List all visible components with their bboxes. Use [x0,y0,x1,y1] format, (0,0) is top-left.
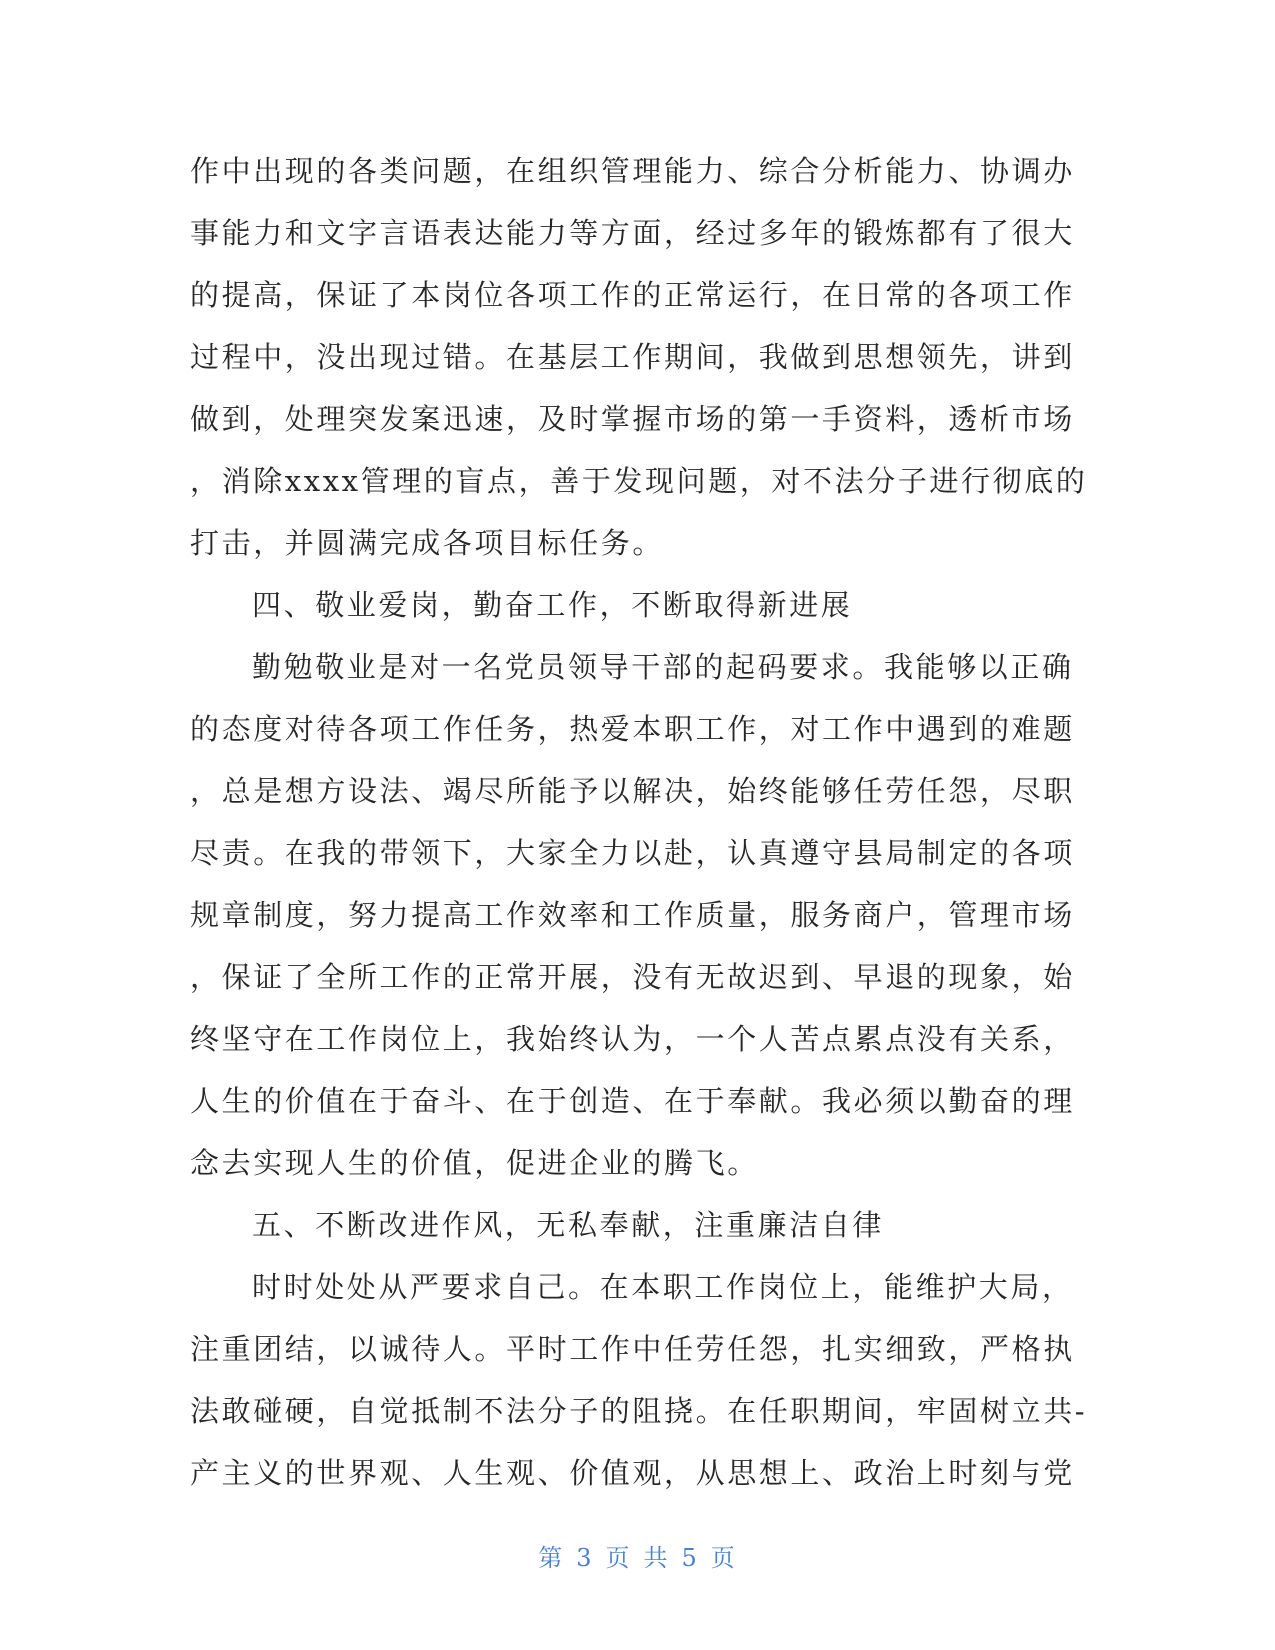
text-line: 规章制度，努力提高工作效率和工作质量，服务商户，管理市场 [190,898,1075,932]
text-line: 过程中，没出现过错。在基层工作期间，我做到思想领先，讲到 [190,340,1075,374]
text-line: 时时处处从严要求自己。在本职工作岗位上，能维护大局， [252,1270,1074,1304]
text-line: 勤勉敬业是对一名党员领导干部的起码要求。我能够以正确 [252,650,1074,684]
text-line: ，总是想方设法、竭尽所能予以解决，始终能够任劳任怨，尽职 [190,774,1075,808]
text-line: 法敢碰硬，自觉抵制不法分子的阻挠。在任职期间，牢固树立共- [190,1394,1088,1428]
text-line: 打击，并圆满完成各项目标任务。 [190,526,665,560]
text-line: ，消除xxxx管理的盲点，善于发现问题，对不法分子进行彻底的 [190,464,1088,498]
footer-prefix: 第 [538,1544,565,1572]
text-line: 产主义的世界观、人生观、价值观，从思想上、政治上时刻与党 [190,1456,1075,1490]
section-heading-four: 四、敬业爱岗，勤奋工作，不断取得新进展 [252,588,853,622]
text-line: 的提高，保证了本岗位各项工作的正常运行，在日常的各项工作 [190,278,1075,312]
text-line: 的态度对待各项工作任务，热爱本职工作，对工作中遇到的难题 [190,712,1075,746]
current-page-number: 3 [576,1544,594,1572]
footer-total-word: 共 [643,1544,670,1572]
text-line: 人生的价值在于奋斗、在于创造、在于奉献。我必须以勤奋的理 [190,1084,1075,1118]
text-line: 事能力和文字言语表达能力等方面，经过多年的锻炼都有了很大 [190,216,1075,250]
text-line: ，保证了全所工作的正常开展，没有无故迟到、早退的现象，始 [190,960,1075,994]
page-footer [0,1538,1275,1573]
document-body [190,140,1088,1504]
section-heading-five: 五、不断改进作风，无私奉献，注重廉洁自律 [252,1208,885,1242]
text-line: 做到，处理突发案迅速，及时掌握市场的第一手资料，透析市场 [190,402,1075,436]
total-page-count: 5 [681,1544,699,1572]
text-line: 作中出现的各类问题，在组织管理能力、综合分析能力、协调办 [190,154,1075,188]
text-line: 念去实现人生的价值，促进企业的腾飞。 [190,1146,759,1180]
footer-suffix: 页 [710,1544,737,1572]
text-line: 尽责。在我的带领下，大家全力以赴，认真遵守县局制定的各项 [190,836,1075,870]
text-line: 注重团结，以诚待人。平时工作中任劳任怨，扎实细致，严格执 [190,1332,1075,1366]
footer-page-word: 页 [605,1544,632,1572]
text-line: 终坚守在工作岗位上，我始终认为，一个人苦点累点没有关系， [190,1022,1075,1056]
